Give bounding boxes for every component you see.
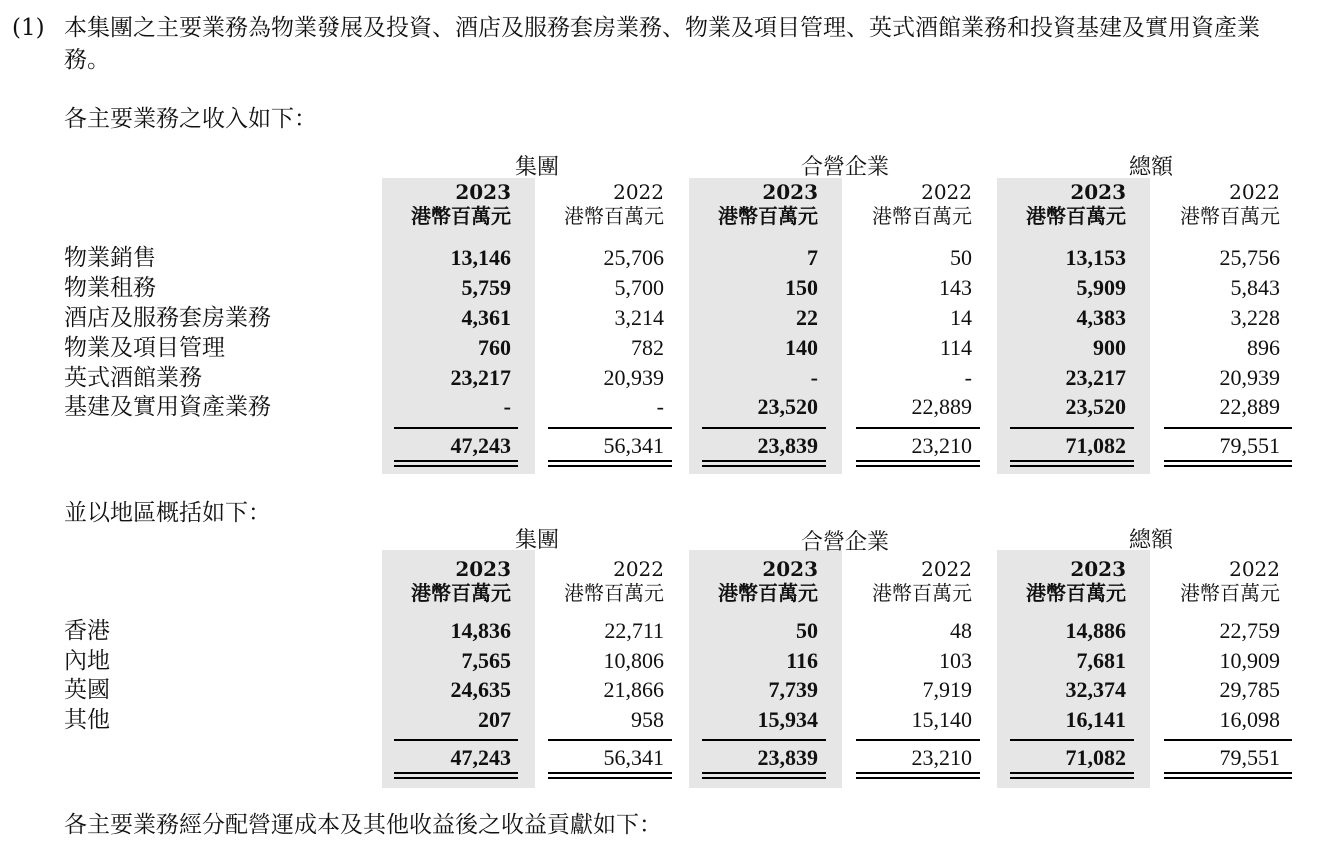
table-cell: 7,739 xyxy=(768,677,818,702)
table-cell: 7 xyxy=(807,245,818,270)
table-cell: 116 xyxy=(786,648,818,673)
table-cell: 48 xyxy=(950,618,972,643)
total-double-rule xyxy=(1164,460,1292,467)
row-label: 英國 xyxy=(64,677,110,703)
col-header: 2022 港幣百萬元 xyxy=(564,557,664,605)
table-cell: 150 xyxy=(785,275,818,300)
table-cell: 22,889 xyxy=(911,394,972,419)
table-cell: 24,635 xyxy=(450,677,511,702)
col-header: 2022 港幣百萬元 xyxy=(1180,557,1280,605)
table-cell: 103 xyxy=(939,648,972,673)
table-cell: 50 xyxy=(796,618,818,643)
col-header: 2023 港幣百萬元 xyxy=(411,557,511,605)
table-cell: 4,361 xyxy=(461,305,511,330)
total-cell: 79,551 xyxy=(1219,745,1280,770)
business-intro: 各主要業務之收入如下： xyxy=(64,106,317,132)
table-cell: 896 xyxy=(1247,335,1280,360)
table-cell: 3,228 xyxy=(1230,305,1280,330)
total-cell: 79,551 xyxy=(1219,433,1280,458)
total-cell: 23,839 xyxy=(757,745,818,770)
total-cell: 56,341 xyxy=(603,745,664,770)
table-cell: 5,759 xyxy=(461,275,511,300)
group-header-group: 集團 xyxy=(514,155,559,180)
table-cell: 14,886 xyxy=(1065,618,1126,643)
table-cell: - xyxy=(810,365,818,390)
table-cell: 21,866 xyxy=(603,677,664,702)
table-cell: 7,919 xyxy=(922,677,972,702)
total-cell: 23,210 xyxy=(911,433,972,458)
row-label: 物業租務 xyxy=(64,275,156,301)
table-cell: 23,217 xyxy=(1065,365,1126,390)
subtotal-rule xyxy=(1164,427,1292,429)
row-label: 香港 xyxy=(64,618,110,644)
total-cell: 71,082 xyxy=(1065,433,1126,458)
total-double-rule xyxy=(1010,772,1134,779)
table-cell: 143 xyxy=(939,275,972,300)
total-double-rule xyxy=(394,460,518,467)
table-cell: 22,711 xyxy=(604,618,664,643)
contribution-intro: 各主要業務經分配營運成本及其他收益後之收益貢獻如下： xyxy=(64,812,662,838)
subtotal-rule xyxy=(1010,427,1134,429)
total-double-rule xyxy=(548,772,672,779)
row-label: 物業銷售 xyxy=(64,245,156,271)
table-cell: 207 xyxy=(478,707,511,732)
subtotal-rule xyxy=(394,739,518,741)
row-label: 基建及實用資產業務 xyxy=(64,394,271,420)
table-cell: 15,140 xyxy=(911,707,972,732)
subtotal-rule xyxy=(1164,739,1292,741)
row-label: 英式酒館業務 xyxy=(64,365,202,391)
total-double-rule xyxy=(856,460,980,467)
total-double-rule xyxy=(702,772,826,779)
col-header: 2023 港幣百萬元 xyxy=(411,180,511,228)
table-cell: - xyxy=(656,394,664,419)
table-cell: 7,681 xyxy=(1076,648,1126,673)
table-cell: 900 xyxy=(1093,335,1126,360)
total-double-rule xyxy=(1010,460,1134,467)
table-cell: - xyxy=(503,394,511,419)
table-cell: 25,706 xyxy=(603,245,664,270)
table-cell: 23,520 xyxy=(1065,394,1126,419)
subtotal-rule xyxy=(702,427,826,429)
table-cell: 10,909 xyxy=(1219,648,1280,673)
table-cell: 10,806 xyxy=(603,648,664,673)
subtotal-rule xyxy=(394,427,518,429)
col-header: 2022 港幣百萬元 xyxy=(872,180,972,228)
row-label: 物業及項目管理 xyxy=(64,335,225,361)
table-cell: 23,217 xyxy=(450,365,511,390)
region-intro: 並以地區概括如下： xyxy=(64,500,271,526)
table-cell: 16,098 xyxy=(1219,707,1280,732)
table-cell: 50 xyxy=(950,245,972,270)
table-cell: 22,889 xyxy=(1219,394,1280,419)
table-cell: 140 xyxy=(785,335,818,360)
table-cell: 29,785 xyxy=(1219,677,1280,702)
col-header: 2023 港幣百萬元 xyxy=(718,180,818,228)
table-cell: 760 xyxy=(478,335,511,360)
table-cell: 16,141 xyxy=(1065,707,1126,732)
table-cell: 14 xyxy=(950,305,972,330)
total-double-rule xyxy=(702,460,826,467)
subtotal-rule xyxy=(1010,739,1134,741)
table-cell: 782 xyxy=(631,335,664,360)
group-header-total: 總額 xyxy=(1128,528,1173,553)
table-cell: 13,146 xyxy=(450,245,511,270)
note-text: 本集團之主要業務為物業發展及投資、酒店及服務套房業務、物業及項目管理、英式酒館業務和投資基建及實用資產業務。 xyxy=(64,15,1260,73)
total-cell: 71,082 xyxy=(1065,745,1126,770)
row-label: 其他 xyxy=(64,707,110,733)
table-cell: 20,939 xyxy=(1219,365,1280,390)
table-cell: 5,843 xyxy=(1230,275,1280,300)
total-double-rule xyxy=(856,772,980,779)
total-cell: 23,839 xyxy=(757,433,818,458)
table-cell: 23,520 xyxy=(757,394,818,419)
table-cell: 13,153 xyxy=(1065,245,1126,270)
col-header: 2022 港幣百萬元 xyxy=(564,180,664,228)
subtotal-rule xyxy=(702,739,826,741)
table-cell: 5,909 xyxy=(1076,275,1126,300)
total-double-rule xyxy=(1164,772,1292,779)
table-cell: 7,565 xyxy=(461,648,511,673)
table-cell: 3,214 xyxy=(614,305,664,330)
table-cell: 14,836 xyxy=(450,618,511,643)
table-cell: 25,756 xyxy=(1219,245,1280,270)
table-cell: 15,934 xyxy=(757,707,818,732)
table-cell: 4,383 xyxy=(1076,305,1126,330)
col-header: 2023 港幣百萬元 xyxy=(1026,180,1126,228)
table-cell: 22,759 xyxy=(1219,618,1280,643)
table-cell: 5,700 xyxy=(614,275,664,300)
table-cell: 20,939 xyxy=(603,365,664,390)
row-label: 酒店及服務套房業務 xyxy=(64,305,271,331)
col-header: 2022 港幣百萬元 xyxy=(1180,180,1280,228)
table-cell: 22 xyxy=(796,305,818,330)
total-cell: 47,243 xyxy=(450,745,511,770)
group-header-group: 集團 xyxy=(514,528,559,553)
total-double-rule xyxy=(548,460,672,467)
table-cell: - xyxy=(964,365,972,390)
note-number: (1) xyxy=(12,15,45,41)
table-cell: 32,374 xyxy=(1065,677,1126,702)
col-header: 2023 港幣百萬元 xyxy=(718,557,818,605)
total-double-rule xyxy=(394,772,518,779)
subtotal-rule xyxy=(548,427,672,429)
table-cell: 114 xyxy=(939,335,972,360)
row-label: 內地 xyxy=(64,648,110,674)
subtotal-rule xyxy=(548,739,672,741)
total-cell: 23,210 xyxy=(911,745,972,770)
table-cell: 958 xyxy=(631,707,664,732)
subtotal-rule xyxy=(856,427,980,429)
total-cell: 47,243 xyxy=(450,433,511,458)
total-cell: 56,341 xyxy=(603,433,664,458)
col-header: 2022 港幣百萬元 xyxy=(872,557,972,605)
col-header: 2023 港幣百萬元 xyxy=(1026,557,1126,605)
group-header-total: 總額 xyxy=(1128,155,1173,180)
group-header-jv: 合營企業 xyxy=(800,155,889,180)
subtotal-rule xyxy=(856,739,980,741)
group-header-jv: 合營企業 xyxy=(800,530,889,555)
